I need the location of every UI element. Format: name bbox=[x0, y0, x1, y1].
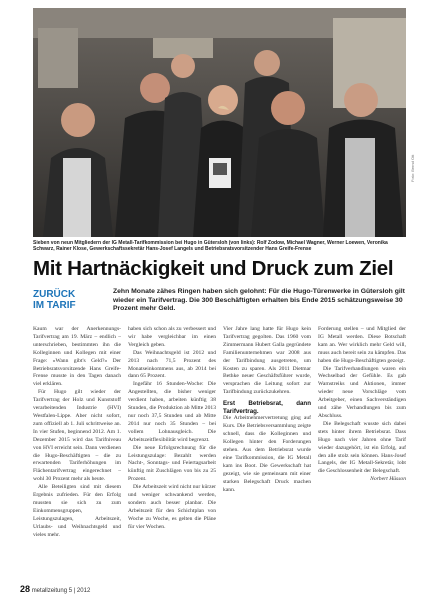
article-body bbox=[33, 326, 406, 579]
author-name: Norbert Hüsson bbox=[370, 476, 406, 483]
paragraph: Alle Beteiligten sind mit diesem Ergebnis zufrieden. Für den Erfolg mussten sie sich zu zum Einkommensgruppen, Leistungszulagen, Arbeitszeit, Urlaubs- und Weihnachtsgeld und vieles mehr. bbox=[33, 484, 121, 538]
body-column-2 bbox=[128, 326, 216, 579]
body-column-1 bbox=[33, 326, 121, 579]
photo-credit: Foto: Bernd Ott bbox=[410, 154, 415, 182]
paragraph: haben sich schon als zu verbessert und wir habe vergleichbar im einen Vergleich geben. bbox=[128, 326, 216, 348]
subheading: Erst Betriebsrat, dann Tarifvertrag. bbox=[223, 400, 311, 415]
paragraph: Forderung stellen – und Mitglied der IG Metall werden. Diese Botschaft kam an. Wer wirklich mehr Geld will, muss auch bereit sein zu kämpfen. Das haben die Hugo-Beschäftigten gezeigt. bbox=[318, 326, 406, 364]
paragraph: Die neue Erfolgsrechnung für die Leistungszulage: Bezahlt werden Nacht-, Sonntags- und Feiertagsarbeit künftig mit Zuschlägen von bis zu 25 Prozent. bbox=[128, 444, 216, 483]
paragraph: Das Weihnachtsgeld ist 2012 und 2013 nach 71,5 Prozent des Monatseinkommens aus, ab 2014 bei dann 65 Prozent. bbox=[128, 349, 216, 380]
paragraph: Kaum war der Anerkennungs-Tarifvertrag am 19. März – endlich – unterschrieben, bestimmten ihn die Kolleginnen und Kollegen mit einer Frage: »Wann gibt's Geld?« Der Betriebsratsvorsitzende Hans Greife-Frense musste in den Tagen danach viel erklären. bbox=[33, 326, 121, 388]
team-photo bbox=[33, 8, 406, 237]
photo-caption: Sieben von neun Mitgliedern der IG Metall-Tarifkommission bei Hugo in Gütersloh (von links): Rolf Zodow, Michael Wagner, Werner Loewen, Veronika Schwarz, Rainer Klose, Gewerkschaftssekretär Hans-Josef Langels und Betriebsratsvorsitzender Hans Greife-Frense bbox=[33, 240, 388, 253]
paragraph: Ingefähr 16 Stunden-Woche: Die Angestellten, die bisher weniger verdient haben, arbeiten künftig 38 Stunden, die Produktion ab Mitte 2013 nur noch 37,5 Stunden und ab Mitte 2014 nur noch 35 Stunden – bei vollem Lohnausgleich. Die Arbeitszeitflexibilität wird begrenzt. bbox=[128, 381, 216, 443]
paragraph: Die Belegschaft wusste sich dabei stets hinter ihrem Betriebsrat. Dass Hugo nach vier Jahren ohne Tarif wieder dazugehört, ist ein Erfolg, auf den alle stolz sein können. Hans-Josef Langels, der IG Metall-Sekretär, lobt die Geschlossenheit der Belegschaft. bbox=[318, 420, 406, 475]
kicker bbox=[33, 289, 103, 311]
body-column-4 bbox=[318, 326, 406, 579]
team-photo-illustration bbox=[33, 8, 406, 237]
article-lead: Zehn Monate zähes Ringen haben sich gelohnt: Für die Hugo-Türenwerke in Gütersloh gilt wieder ein Tarifvertrag. Die 300 Beschäftigten erhalten bis Ende 2015 schätzungsweise 30 Prozent mehr Geld. bbox=[113, 288, 405, 313]
page-number: 28 bbox=[20, 584, 31, 594]
article-headline: Mit Hartnäckigkeit und Druck zum Ziel bbox=[33, 257, 394, 280]
kicker-line-2: IM TARIF bbox=[33, 300, 76, 311]
page-footer bbox=[20, 584, 90, 594]
paragraph: Die Arbeitnehmervertretung ging auf Kurs. Die Betriebsversammlung zeigte schnell, dass die Kolleginnen und Kollegen hinter den Forderungen stehen. Aus dem Betriebsrat wurde eine Tarifkommission, die IG Metall kam ins Boot. Die Gewerkschaft hat gezeigt, wie sie gemeinsam mit einer starken Belegschaft Druck machen kann. bbox=[223, 415, 311, 493]
issue-label: metallzeitung 5 | 2012 bbox=[31, 588, 91, 594]
body-column-3 bbox=[223, 326, 311, 579]
paragraph: Für Hugo gilt wieder der Tarifvertrag der Holz und Kunststoff verarbeitenden Industrie (HVI) Westfalen-Lippe. Aber nicht sofort, zum offiziell ab 1. Juli schrittweise an. In vier Stufen, beginnend 2012. Am 1. Dezember 2015 wird das Tarifniveau von HVI erreicht sein. Dann verdienen die Hugo-Beschäftigten – die zu erwartenden Tariferhöhungen im Flächentarifvertrag eingerechnet – wohl 30 Prozent mehr als heute. bbox=[33, 389, 121, 483]
paragraph: Die Tarifverhandlungen waren ein Wechselbad der Gefühle. Es gab Warnstreiks und Aktionen, immer wieder neue Vorschläge vom Arbeitgeber, einen Sachverständigen und zähe Verhandlungen bis zum Abschluss. bbox=[318, 365, 406, 419]
kicker-line-1: ZURÜCK bbox=[33, 289, 76, 300]
paragraph: Vier Jahre lang hatte für Hugo kein Tarifvertrag gegolten. Das 1960 vom Zimmermann Hubert Galla gegründete Familienunternehmen war 2008 aus der Tarifbindung ausgetreten, um Kosten zu sparen. Als 2011 Dietmar Bethke neuer Geschäftsführer wurde, versprachen die Leitung sofort zur Tarifbindung zurückzukehren. bbox=[223, 326, 311, 396]
paragraph: Die Arbeitszeit wird nicht nur kürzer und weniger schwankend werden, sondern auch besser planbar. Die Arbeitszeit für den Schichtplan von Woche zu Woche, es gelten die Pläne für vier Wochen. bbox=[128, 484, 216, 530]
